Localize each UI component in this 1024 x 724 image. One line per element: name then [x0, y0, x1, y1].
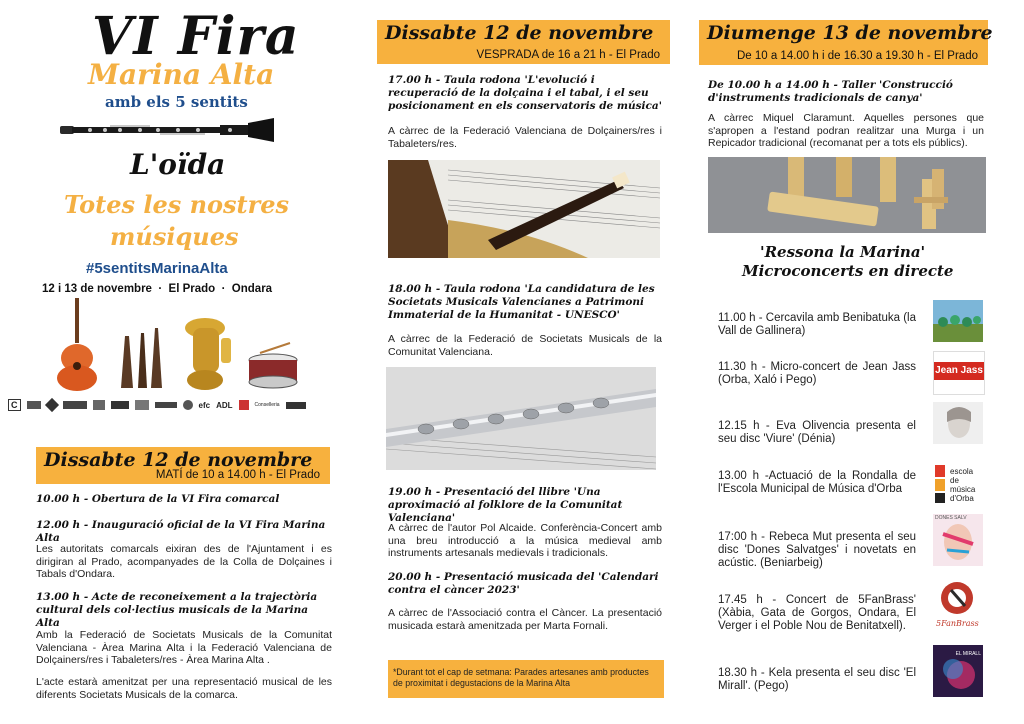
- event-title: 20.00 h - Presentació musicada del 'Calendari contra el càncer 2023': [388, 571, 659, 596]
- event-description: Les autoritats comarcals eixiran des de l'Ajuntament i es dirigiran al Prado, acompanyades de la Colla de Dolçaines i Tabals d'Ondara.: [36, 543, 332, 580]
- concert-item: 13.00 h -Actuació de la Rondalla de l'Escola Municipal de Música d'Orba: [718, 470, 916, 495]
- microconcerts-heading-1: 'Ressona la Marina': [760, 243, 926, 261]
- rebeca-mut-thumb: [933, 514, 983, 566]
- logo: Conselleria: [254, 402, 280, 408]
- sunday-banner: [699, 20, 993, 65]
- event-title: 18.00 h - Taula rodona 'La candidatura de les Societats Musicals Valencianes a Patrimoni Immaterial de la Humanitat - UNESCO': [388, 283, 655, 321]
- sense-title: L'oïda: [130, 148, 226, 181]
- event-title: 12.00 h - Inauguració oficial de la VI Fira Marina Alta: [36, 519, 326, 544]
- banner-title: Dissabte 12 de novembre: [385, 22, 654, 44]
- logo: [63, 401, 87, 409]
- event-title: 17.00 h - Taula rodona 'L'evolució i recuperació de la dolçaina i el tabal, i el seu posicionament en els conservatoris de música': [388, 74, 662, 112]
- 5fanbrass-label: 5FanBrass: [936, 619, 979, 628]
- logo: [239, 400, 249, 410]
- hashtag: #5sentitsMarinaAlta: [86, 260, 228, 277]
- event-description: A càrrec de l'autor Pol Alcaide. Conferència-Concert amb una breu introducció a la música medieval amb instruments artesanals medievals i tradicionals.: [388, 522, 662, 559]
- event-description: A càrrec Miquel Claramunt. Aquelles persones que s'apropen a l'estand podran realitzar una Murga i un Repicador tradicional (recomanat per a tots els públics).: [708, 112, 984, 149]
- saturday-morning-banner: [36, 447, 330, 484]
- motto-line-2: músiques: [110, 222, 239, 251]
- logo: [44, 398, 58, 412]
- fair-tagline: amb els 5 sentits: [105, 93, 248, 111]
- saturday-afternoon-banner: [377, 20, 670, 64]
- benibatuka-thumb: [933, 300, 983, 342]
- event-description: L'acte estarà amenitzat per una representació musical de les diferents Societats Musicals de la comarca.: [36, 676, 332, 701]
- concert-item: 18.30 h - Kela presenta el seu disc 'El Mirall'. (Pego): [718, 667, 916, 692]
- flute-photo: [386, 367, 656, 470]
- banner-subtitle: De 10 a 14.00 h i de 16.30 a 19.30 h - El Prado: [736, 50, 978, 62]
- weekend-note-text: *Durant tot el cap de setmana: Parades artesanes amb productes de proximitat i degustacions de la Marina Alta: [393, 667, 649, 688]
- event-title: 10.00 h - Obertura de la VI Fira comarcal: [36, 493, 280, 505]
- event-title: 13.00 h - Acte de reconeixement a la trajectòria cultural dels col·lectius musicals de la Marina Alta: [36, 591, 318, 629]
- logo: [93, 400, 105, 410]
- logo: ADL: [216, 400, 233, 410]
- event-description: A càrrec de l'Associació contra el Càncer. La presentació musicada estarà amenitzada per Marta Fornali.: [388, 607, 662, 632]
- microconcerts-heading-2: Microconcerts en directe: [742, 262, 954, 280]
- banner-subtitle: VESPRADA de 16 a 21 h - El Prado: [476, 49, 660, 61]
- dolcaina-photo: [388, 160, 660, 258]
- logo: C: [8, 399, 21, 411]
- kela-thumb: [933, 645, 983, 697]
- jean-jass-label: Jean Jass: [934, 362, 984, 380]
- eva-olivencia-thumb: [933, 402, 983, 444]
- instruments-illustration: [55, 298, 305, 393]
- sponsor-logos: [8, 398, 340, 412]
- 5fanbrass-thumb: [933, 580, 983, 632]
- concert-item: 17.45 h - Concert de 5FanBrass' (Xàbia, Gata de Gorgos, Ondara, El Verger i el Poble Nou de Benitatxell).: [718, 594, 916, 632]
- motto-line-1: Totes les nostres: [64, 190, 290, 219]
- logo: [111, 401, 129, 409]
- event-description: A càrrec de la Federació Valenciana de Dolçainers/res i Tabaleters/res.: [388, 125, 662, 150]
- jean-jass-thumb: [933, 351, 985, 395]
- kela-label: EL MIRALL: [955, 651, 981, 657]
- cane-instruments-photo: [708, 157, 986, 233]
- logo: efc: [198, 400, 211, 410]
- concert-item: 17:00 h - Rebeca Mut presenta el seu disc 'Dones Salvatges' i novetats en acústic. (Beniarbeig): [718, 531, 916, 569]
- rebeca-label: DONES SALV: [935, 515, 967, 521]
- concert-item: 12.15 h - Eva Olivencia presenta el seu disc 'Viure' (Dénia): [718, 420, 916, 445]
- logo: [286, 402, 306, 409]
- banner-title: Dissabte 12 de novembre: [44, 449, 313, 471]
- event-title: 19.00 h - Presentació del llibre 'Una aproximació al folklore de la Comunitat Valenciana': [388, 486, 623, 524]
- event-description: Amb la Federació de Societats Musicals de la Comunitat Valenciana - Àrea Marina Alta i la Federació Valenciana de Dolçainers/res i Tabaleters/res - Àrea Marina Alta .: [36, 629, 332, 666]
- banner-subtitle: MATÍ de 10 a 14.00 h - El Prado: [155, 469, 320, 481]
- concert-item: 11.00 h - Cercavila amb Benibatuka (la Vall de Gallinera): [718, 312, 916, 337]
- weekend-note: [388, 660, 664, 698]
- concert-item: 11.30 h - Micro-concert de Jean Jass (Orba, Xaló i Pego): [718, 361, 916, 386]
- fair-title: VI Fira: [92, 6, 300, 67]
- logo: [135, 400, 149, 410]
- event-description: A càrrec de la Federació de Societats Musicals de la Comunitat Valenciana.: [388, 333, 662, 358]
- fair-subtitle: Marina Alta: [88, 58, 275, 91]
- logo: [155, 402, 177, 408]
- escola-label: escola de música d'Orba: [950, 467, 976, 503]
- logo: [183, 400, 193, 410]
- event-title: De 10.00 h a 14.00 h - Taller 'Construcció d'instruments tradicionals de canya': [708, 79, 953, 104]
- logo: [27, 401, 41, 409]
- banner-title: Diumenge 13 de novembre: [707, 22, 993, 44]
- clarinet-icon: [60, 118, 276, 144]
- escola-musica-orba-thumb: [933, 463, 983, 505]
- dateline: 12 i 13 de novembre · El Prado · Ondara: [42, 283, 273, 295]
